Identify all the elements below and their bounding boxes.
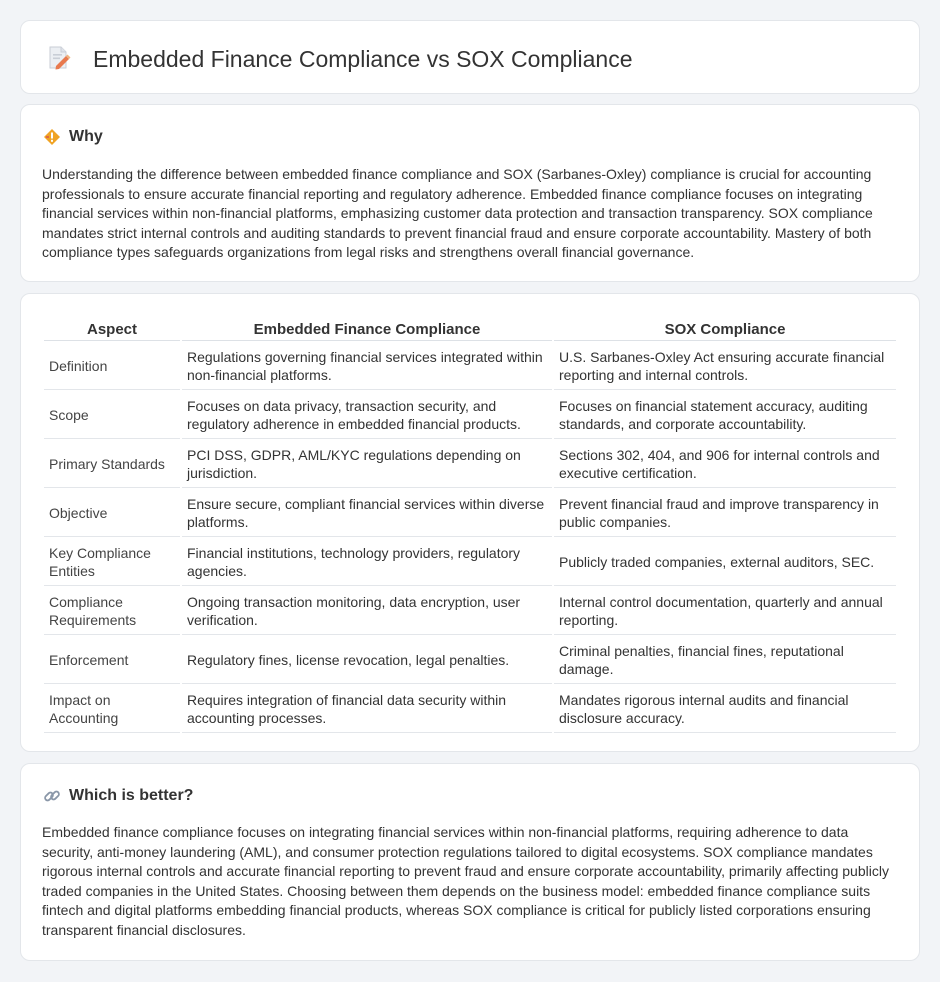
row-embedded: Ongoing transaction monitoring, data encryption, user verification. [182, 588, 552, 635]
row-sox: Mandates rigorous internal audits and financial disclosure accuracy. [554, 686, 896, 733]
comparison-table [42, 317, 898, 735]
table-header-row [44, 319, 896, 341]
row-aspect: Enforcement [44, 637, 180, 684]
row-aspect: Scope [44, 392, 180, 439]
row-sox: Prevent financial fraud and improve transparency in public companies. [554, 490, 896, 537]
row-aspect: Key Compliance Entities [44, 539, 180, 586]
table-row [44, 441, 896, 488]
why-title: Why [69, 128, 103, 145]
header-aspect: Aspect [44, 319, 180, 341]
row-sox: Publicly traded companies, external auditors, SEC. [554, 539, 896, 586]
link-icon [43, 787, 61, 805]
row-aspect: Compliance Requirements [44, 588, 180, 635]
why-heading [43, 126, 103, 148]
row-embedded: Requires integration of financial data security within accounting processes. [182, 686, 552, 733]
comparison-card [20, 293, 920, 752]
header-sox: SOX Compliance [554, 319, 896, 341]
document-pencil-icon [47, 45, 71, 71]
diamond-alert-icon [43, 128, 61, 146]
row-sox: Sections 302, 404, and 906 for internal controls and executive certification. [554, 441, 896, 488]
row-embedded: PCI DSS, GDPR, AML/KYC regulations depending on jurisdiction. [182, 441, 552, 488]
row-embedded: Ensure secure, compliant financial services within diverse platforms. [182, 490, 552, 537]
row-sox: Focuses on financial statement accuracy, auditing standards, and corporate accountability. [554, 392, 896, 439]
which-is-better-section [20, 763, 920, 961]
row-aspect: Objective [44, 490, 180, 537]
row-sox: Internal control documentation, quarterly and annual reporting. [554, 588, 896, 635]
table-row [44, 490, 896, 537]
row-embedded: Financial institutions, technology providers, regulatory agencies. [182, 539, 552, 586]
row-embedded: Regulatory fines, license revocation, legal penalties. [182, 637, 552, 684]
table-row [44, 588, 896, 635]
row-aspect: Definition [44, 343, 180, 390]
row-embedded: Regulations governing financial services integrated within non-financial platforms. [182, 343, 552, 390]
row-sox: U.S. Sarbanes-Oxley Act ensuring accurate financial reporting and internal controls. [554, 343, 896, 390]
better-heading [43, 785, 193, 807]
why-body: Understanding the difference between embedded finance compliance and SOX (Sarbanes-Oxley) compliance is crucial for accounting professionals to ensure accurate financial reporting and regulatory adherence. Embedded finance compliance focuses on integrating financial services within non-financial platforms, emphasizing customer data protection and transaction transparency. SOX compliance mandates strict internal controls and auditing standards to prevent financial fraud and ensure corporate accountability. Mastery of both compliance types safeguards organizations from legal risks and strengthens overall financial governance. [42, 166, 873, 261]
row-aspect: Primary Standards [44, 441, 180, 488]
table-row [44, 343, 896, 390]
row-embedded: Focuses on data privacy, transaction security, and regulatory adherence in embedded financial products. [182, 392, 552, 439]
table-row [44, 539, 896, 586]
better-body: Embedded finance compliance focuses on integrating financial services within non-financial platforms, requiring adherence to data security, anti-money laundering (AML), and consumer protection regulations tailored to digital ecosystems. SOX compliance mandates rigorous internal controls and accurate financial reporting to prevent fraud and ensure corporate accountability, primarily affecting publicly traded companies in the United States. Choosing between them depends on the business model: embedded finance compliance suits fintech and digital platforms embedding financial products, whereas SOX compliance is critical for publicly listed corporations ensuring transparent financial disclosures. [42, 824, 889, 938]
why-section [20, 104, 920, 282]
page-title: Embedded Finance Compliance vs SOX Compliance [93, 46, 633, 72]
table-row [44, 392, 896, 439]
table-row [44, 686, 896, 733]
header-card [20, 20, 920, 94]
row-sox: Criminal penalties, financial fines, reputational damage. [554, 637, 896, 684]
header-embedded: Embedded Finance Compliance [182, 319, 552, 341]
better-title: Which is better? [69, 787, 194, 804]
row-aspect: Impact on Accounting [44, 686, 180, 733]
table-row [44, 637, 896, 684]
